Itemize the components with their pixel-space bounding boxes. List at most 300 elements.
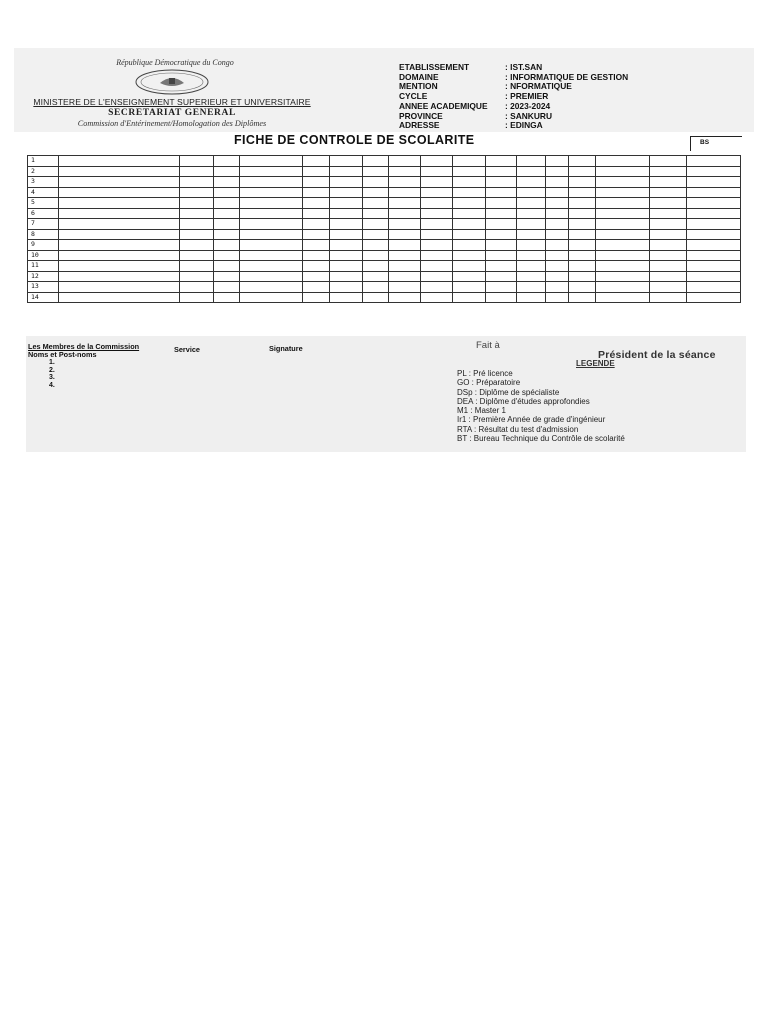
table-cell <box>213 271 239 282</box>
table-cell <box>568 156 595 167</box>
table-cell <box>239 177 303 188</box>
table-cell <box>180 292 213 303</box>
table-cell <box>330 166 362 177</box>
table-cell <box>650 292 686 303</box>
table-cell <box>388 261 420 272</box>
table-cell <box>59 156 180 167</box>
table-cell <box>420 166 452 177</box>
table-cell <box>330 177 362 188</box>
table-row <box>28 261 741 272</box>
table-cell <box>59 261 180 272</box>
table-cell <box>686 271 740 282</box>
table-cell <box>516 261 545 272</box>
table-cell <box>453 292 485 303</box>
table-cell <box>388 240 420 251</box>
table-cell <box>213 177 239 188</box>
table-cell <box>420 156 452 167</box>
table-cell <box>545 187 568 198</box>
table-cell <box>485 208 516 219</box>
table-cell <box>362 156 388 167</box>
table-cell <box>180 261 213 272</box>
table-cell <box>453 187 485 198</box>
table-cell <box>362 292 388 303</box>
table-cell <box>303 229 330 240</box>
table-cell <box>180 250 213 261</box>
table-cell <box>388 208 420 219</box>
table-cell <box>362 240 388 251</box>
table-cell <box>485 261 516 272</box>
row-number: 11 <box>28 261 59 272</box>
table-cell <box>545 292 568 303</box>
table-cell <box>213 166 239 177</box>
table-cell <box>213 282 239 293</box>
table-row <box>28 271 741 282</box>
table-cell <box>545 282 568 293</box>
president-label: Président de la séance <box>598 349 716 361</box>
table-cell <box>303 261 330 272</box>
table-cell <box>568 292 595 303</box>
table-cell <box>362 219 388 230</box>
table-cell <box>330 240 362 251</box>
commission-name: Commission d'Entérinement/Homologation des Diplômes <box>77 119 267 128</box>
table-row <box>28 198 741 209</box>
control-table <box>27 155 741 303</box>
table-cell <box>420 250 452 261</box>
table-cell <box>595 198 649 209</box>
table-cell <box>516 208 545 219</box>
table-cell <box>303 282 330 293</box>
members-heading: Les Membres de la Commission <box>28 342 140 351</box>
table-cell <box>239 250 303 261</box>
table-cell <box>303 156 330 167</box>
table-cell <box>239 198 303 209</box>
table-cell <box>485 240 516 251</box>
table-cell <box>595 250 649 261</box>
table-cell <box>686 208 740 219</box>
table-cell <box>686 292 740 303</box>
table-cell <box>59 208 180 219</box>
table-cell <box>485 198 516 209</box>
emblem-seal-icon <box>134 69 210 95</box>
table-cell <box>239 156 303 167</box>
members-list <box>28 359 139 389</box>
info-key: PROVINCE <box>399 110 443 121</box>
table-cell <box>303 240 330 251</box>
table-cell <box>388 250 420 261</box>
table-cell <box>568 187 595 198</box>
legend-item: M1 : Master 1 <box>457 406 506 416</box>
names-heading: Noms et Post-noms <box>28 350 97 359</box>
table-cell <box>180 156 213 167</box>
table-cell <box>59 219 180 230</box>
table-cell <box>568 166 595 177</box>
table-cell <box>59 198 180 209</box>
table-row <box>28 292 741 303</box>
info-key: MENTION <box>399 81 438 92</box>
table-row <box>28 208 741 219</box>
table-cell <box>595 261 649 272</box>
table-cell <box>453 240 485 251</box>
table-cell <box>303 219 330 230</box>
table-cell <box>485 177 516 188</box>
table-cell <box>453 271 485 282</box>
table-cell <box>180 187 213 198</box>
table-cell <box>485 229 516 240</box>
row-number: 14 <box>28 292 59 303</box>
signature-label: Signature <box>269 344 303 353</box>
info-value: : NFORMATIQUE <box>505 81 572 92</box>
table-cell <box>545 261 568 272</box>
table-cell <box>239 261 303 272</box>
legend-item: DEA : Diplôme d'études approfondies <box>457 396 590 406</box>
table-cell <box>388 229 420 240</box>
table-cell <box>650 250 686 261</box>
table-row <box>28 156 741 167</box>
table-cell <box>545 229 568 240</box>
table-cell <box>545 198 568 209</box>
table-cell <box>568 240 595 251</box>
table-cell <box>239 282 303 293</box>
info-key: CYCLE <box>399 91 428 102</box>
table-cell <box>213 292 239 303</box>
table-cell <box>330 208 362 219</box>
table-cell <box>650 198 686 209</box>
table-cell <box>303 208 330 219</box>
table-cell <box>453 198 485 209</box>
legend-item: PL : Pré licence <box>457 369 513 378</box>
service-label: Service <box>174 345 200 354</box>
table-cell <box>545 240 568 251</box>
table-cell <box>420 208 452 219</box>
table-cell <box>420 240 452 251</box>
table-cell <box>330 219 362 230</box>
table-cell <box>180 219 213 230</box>
table-cell <box>545 156 568 167</box>
table-cell <box>59 166 180 177</box>
table-cell <box>453 261 485 272</box>
table-cell <box>388 166 420 177</box>
table-cell <box>485 292 516 303</box>
table-cell <box>420 229 452 240</box>
table-cell <box>650 229 686 240</box>
table-cell <box>59 187 180 198</box>
info-value: : PREMIER <box>505 91 549 102</box>
table-cell <box>568 198 595 209</box>
legend-title: LEGENDE <box>576 359 615 368</box>
table-cell <box>180 229 213 240</box>
legend-item: BT : Bureau Technique du Contrôle de scolarité <box>457 434 625 444</box>
table-cell <box>362 250 388 261</box>
table-cell <box>213 208 239 219</box>
table-cell <box>420 219 452 230</box>
table-row <box>28 250 741 261</box>
table-cell <box>330 198 362 209</box>
member-item: 4. <box>49 381 55 389</box>
table-cell <box>686 166 740 177</box>
row-number: 3 <box>28 177 59 188</box>
table-cell <box>213 229 239 240</box>
table-cell <box>213 187 239 198</box>
table-cell <box>180 271 213 282</box>
table-cell <box>686 187 740 198</box>
table-cell <box>516 271 545 282</box>
table-cell <box>388 156 420 167</box>
table-cell <box>180 208 213 219</box>
table-cell <box>180 177 213 188</box>
table-cell <box>568 177 595 188</box>
table-cell <box>239 292 303 303</box>
table-cell <box>388 187 420 198</box>
table-cell <box>595 208 649 219</box>
table-cell <box>213 250 239 261</box>
table-cell <box>303 166 330 177</box>
establishment-info <box>399 63 628 131</box>
row-number: 9 <box>28 240 59 251</box>
info-row <box>399 121 628 131</box>
row-number: 2 <box>28 166 59 177</box>
table-cell <box>453 219 485 230</box>
table-cell <box>303 292 330 303</box>
table-cell <box>568 208 595 219</box>
table-cell <box>239 208 303 219</box>
row-number: 5 <box>28 198 59 209</box>
table-cell <box>362 229 388 240</box>
info-key: ADRESSE <box>399 120 440 131</box>
table-cell <box>330 229 362 240</box>
info-value: : IST.SAN <box>505 62 543 72</box>
table-cell <box>453 177 485 188</box>
table-cell <box>420 271 452 282</box>
table-cell <box>330 261 362 272</box>
table-cell <box>686 198 740 209</box>
table-row <box>28 219 741 230</box>
row-number: 1 <box>28 156 59 167</box>
table-cell <box>362 166 388 177</box>
legend-item: GO : Préparatoire <box>457 378 521 388</box>
table-cell <box>595 177 649 188</box>
table-row <box>28 229 741 240</box>
table-cell <box>180 282 213 293</box>
table-cell <box>213 198 239 209</box>
table-cell <box>420 282 452 293</box>
table-cell <box>59 282 180 293</box>
table-cell <box>303 271 330 282</box>
table-row <box>28 282 741 293</box>
table-cell <box>686 282 740 293</box>
table-cell <box>388 292 420 303</box>
table-cell <box>650 156 686 167</box>
table-row <box>28 166 741 177</box>
table-cell <box>213 261 239 272</box>
table-cell <box>545 219 568 230</box>
table-cell <box>516 292 545 303</box>
place-label: Fait à <box>476 340 500 351</box>
table-cell <box>485 271 516 282</box>
table-cell <box>362 198 388 209</box>
table-cell <box>545 166 568 177</box>
table-cell <box>568 282 595 293</box>
table-cell <box>650 282 686 293</box>
table-cell <box>388 219 420 230</box>
table-cell <box>239 187 303 198</box>
table-cell <box>516 187 545 198</box>
table-cell <box>330 292 362 303</box>
info-value: : 2023-2024 <box>505 100 551 111</box>
table-cell <box>650 208 686 219</box>
table-cell <box>650 240 686 251</box>
table-cell <box>545 208 568 219</box>
table-cell <box>545 250 568 261</box>
table-cell <box>239 219 303 230</box>
table-cell <box>686 240 740 251</box>
table-cell <box>516 240 545 251</box>
table-cell <box>180 198 213 209</box>
table-cell <box>516 229 545 240</box>
form-code-box <box>690 136 742 151</box>
row-number: 13 <box>28 282 59 293</box>
table-cell <box>595 240 649 251</box>
table-cell <box>330 282 362 293</box>
table-cell <box>595 229 649 240</box>
table-cell <box>453 229 485 240</box>
table-cell <box>180 240 213 251</box>
table-cell <box>516 250 545 261</box>
table-cell <box>420 292 452 303</box>
info-value: : SANKURU <box>505 110 552 121</box>
info-value: : INFORMATIQUE DE GESTION <box>505 71 629 82</box>
table-cell <box>650 177 686 188</box>
row-number: 8 <box>28 229 59 240</box>
table-cell <box>485 166 516 177</box>
row-number: 7 <box>28 219 59 230</box>
table-cell <box>516 156 545 167</box>
table-cell <box>686 250 740 261</box>
table-cell <box>516 282 545 293</box>
table-cell <box>239 240 303 251</box>
table-cell <box>516 198 545 209</box>
row-number: 6 <box>28 208 59 219</box>
table-cell <box>239 229 303 240</box>
table-cell <box>595 166 649 177</box>
table-cell <box>650 187 686 198</box>
member-item: 3. <box>49 374 55 382</box>
table-cell <box>545 271 568 282</box>
table-cell <box>362 187 388 198</box>
table-cell <box>362 261 388 272</box>
table-cell <box>362 177 388 188</box>
table-cell <box>453 156 485 167</box>
legend-item: Ir1 : Première Année de grade d'ingénieur <box>457 415 606 425</box>
table-cell <box>388 271 420 282</box>
table-cell <box>485 219 516 230</box>
table-cell <box>686 177 740 188</box>
table-cell <box>516 219 545 230</box>
table-cell <box>485 282 516 293</box>
table-cell <box>545 177 568 188</box>
member-item: 1. <box>49 359 55 366</box>
table-cell <box>59 177 180 188</box>
table-cell <box>650 219 686 230</box>
table-cell <box>213 240 239 251</box>
table-cell <box>59 250 180 261</box>
ministry-name: MINISTERE DE L'ENSEIGNEMENT SUPERIEUR ET UNIVERSITAIRE <box>33 97 311 107</box>
table-cell <box>303 198 330 209</box>
table-cell <box>362 282 388 293</box>
info-value: : EDINGA <box>505 120 543 131</box>
table-cell <box>59 292 180 303</box>
table-cell <box>388 282 420 293</box>
table-cell <box>388 177 420 188</box>
row-number: 10 <box>28 250 59 261</box>
table-cell <box>362 208 388 219</box>
table-cell <box>595 282 649 293</box>
table-cell <box>485 156 516 167</box>
table-cell <box>303 177 330 188</box>
table-cell <box>650 271 686 282</box>
table-cell <box>59 271 180 282</box>
table-cell <box>330 250 362 261</box>
table-cell <box>420 261 452 272</box>
table-cell <box>180 166 213 177</box>
table-cell <box>420 198 452 209</box>
table-cell <box>595 219 649 230</box>
table-cell <box>595 187 649 198</box>
republic-name: République Démocratique du Congo <box>116 58 234 67</box>
table-cell <box>330 271 362 282</box>
row-number: 12 <box>28 271 59 282</box>
table-row <box>28 177 741 188</box>
table-cell <box>516 166 545 177</box>
table-cell <box>59 229 180 240</box>
table-cell <box>453 282 485 293</box>
table-cell <box>453 166 485 177</box>
table-cell <box>485 250 516 261</box>
info-key: ETABLISSEMENT <box>399 62 470 72</box>
table-cell <box>595 156 649 167</box>
table-cell <box>595 271 649 282</box>
table-cell <box>388 198 420 209</box>
legend-list <box>457 369 625 443</box>
table-cell <box>362 271 388 282</box>
member-item: 2. <box>49 366 55 374</box>
table-cell <box>516 177 545 188</box>
table-cell <box>568 271 595 282</box>
table-cell <box>420 187 452 198</box>
table-cell <box>453 250 485 261</box>
secretariat-name: SECRETARIAT GENERAL <box>108 108 236 118</box>
info-key: DOMAINE <box>399 71 439 82</box>
commission-members <box>28 343 139 389</box>
table-cell <box>485 187 516 198</box>
table-cell <box>453 208 485 219</box>
table-row <box>28 240 741 251</box>
institution-header <box>22 58 322 128</box>
legend-item: DSp : Diplôme de spécialiste <box>457 387 560 397</box>
table-cell <box>303 250 330 261</box>
table-cell <box>686 229 740 240</box>
table-cell <box>330 187 362 198</box>
table-cell <box>568 219 595 230</box>
form-title: FICHE DE CONTROLE DE SCOLARITE <box>234 133 475 147</box>
table-cell <box>330 156 362 167</box>
table-cell <box>213 219 239 230</box>
table-cell <box>568 250 595 261</box>
table-cell <box>213 156 239 167</box>
table-cell <box>686 156 740 167</box>
table-cell <box>686 219 740 230</box>
table-cell <box>239 271 303 282</box>
info-key: ANNEE ACADEMIQUE <box>399 100 488 111</box>
